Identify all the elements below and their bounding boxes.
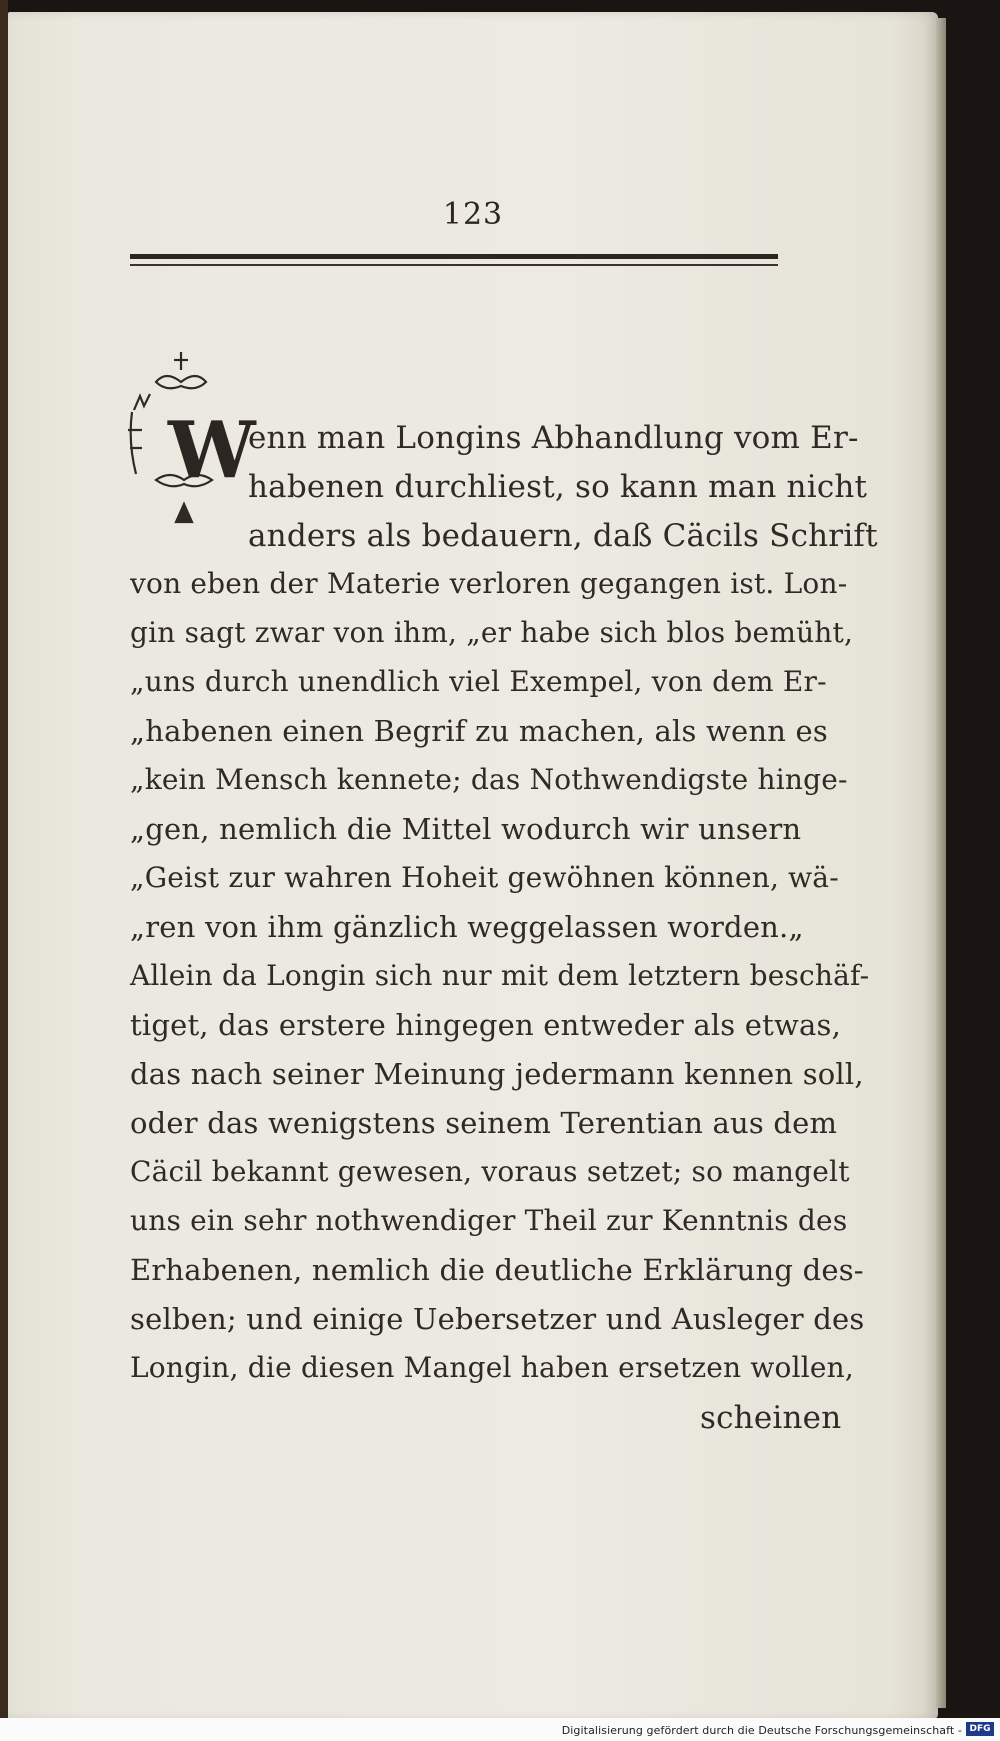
text-line: oder das wenigstens seinem Terentian aus dem (130, 1106, 838, 1140)
page-edge (936, 18, 946, 1708)
footer-credit: Digitalisierung gefördert durch die Deutsche Forschungsgemeinschaft - (561, 1724, 962, 1737)
text-line: „gen, nemlich die Mittel wodurch wir unsern (130, 812, 802, 846)
text-line: „kein Mensch kennete; das Nothwendigste hinge- (130, 763, 848, 796)
page-number: 123 (442, 197, 504, 232)
header-rule-thin (130, 264, 778, 266)
text-line: von eben der Materie verloren gegangen ist. Lon- (130, 567, 848, 600)
text-line: enn man Longins Abhandlung vom Er- (248, 420, 859, 456)
initial-letter: W (168, 405, 256, 496)
dfg-logo: DFG (966, 1722, 994, 1736)
text-line: „ren von ihm gänzlich weggelassen worden.„ (130, 910, 804, 944)
text-line: Longin, die diesen Mangel haben ersetzen wollen, (130, 1351, 855, 1384)
text-line: „uns durch unendlich viel Exempel, von dem Er- (130, 665, 827, 698)
text-line: habenen durchliest, so kann man nicht (248, 469, 868, 505)
text-line: das nach seiner Meinung jedermann kennen soll, (130, 1057, 864, 1091)
book-page (8, 12, 938, 1720)
text-line: Erhabenen, nemlich die deutliche Erklärung des- (130, 1253, 864, 1287)
text-line: „habenen einen Begrif zu machen, als wenn es (130, 714, 828, 748)
text-line: gin sagt zwar von ihm, „er habe sich blos bemüht, (130, 616, 854, 649)
text-line: anders als bedauern, daß Cäcils Schrift (248, 518, 878, 554)
text-line: „Geist zur wahren Hoheit gewöhnen können, wä- (130, 861, 839, 894)
book-spine (0, 0, 8, 1741)
text-line: Cäcil bekannt gewesen, voraus setzet; so mangelt (130, 1155, 850, 1188)
header-rule-thick (130, 254, 778, 259)
text-line: selben; und einige Uebersetzer und Ausleger des (130, 1302, 865, 1336)
catchword: scheinen (700, 1400, 842, 1436)
text-line: Allein da Longin sich nur mit dem letztern beschäf- (130, 959, 870, 992)
text-line: tiget, das erstere hingegen entweder als etwas, (130, 1008, 842, 1042)
text-line: uns ein sehr nothwendiger Theil zur Kenntnis des (130, 1204, 848, 1237)
